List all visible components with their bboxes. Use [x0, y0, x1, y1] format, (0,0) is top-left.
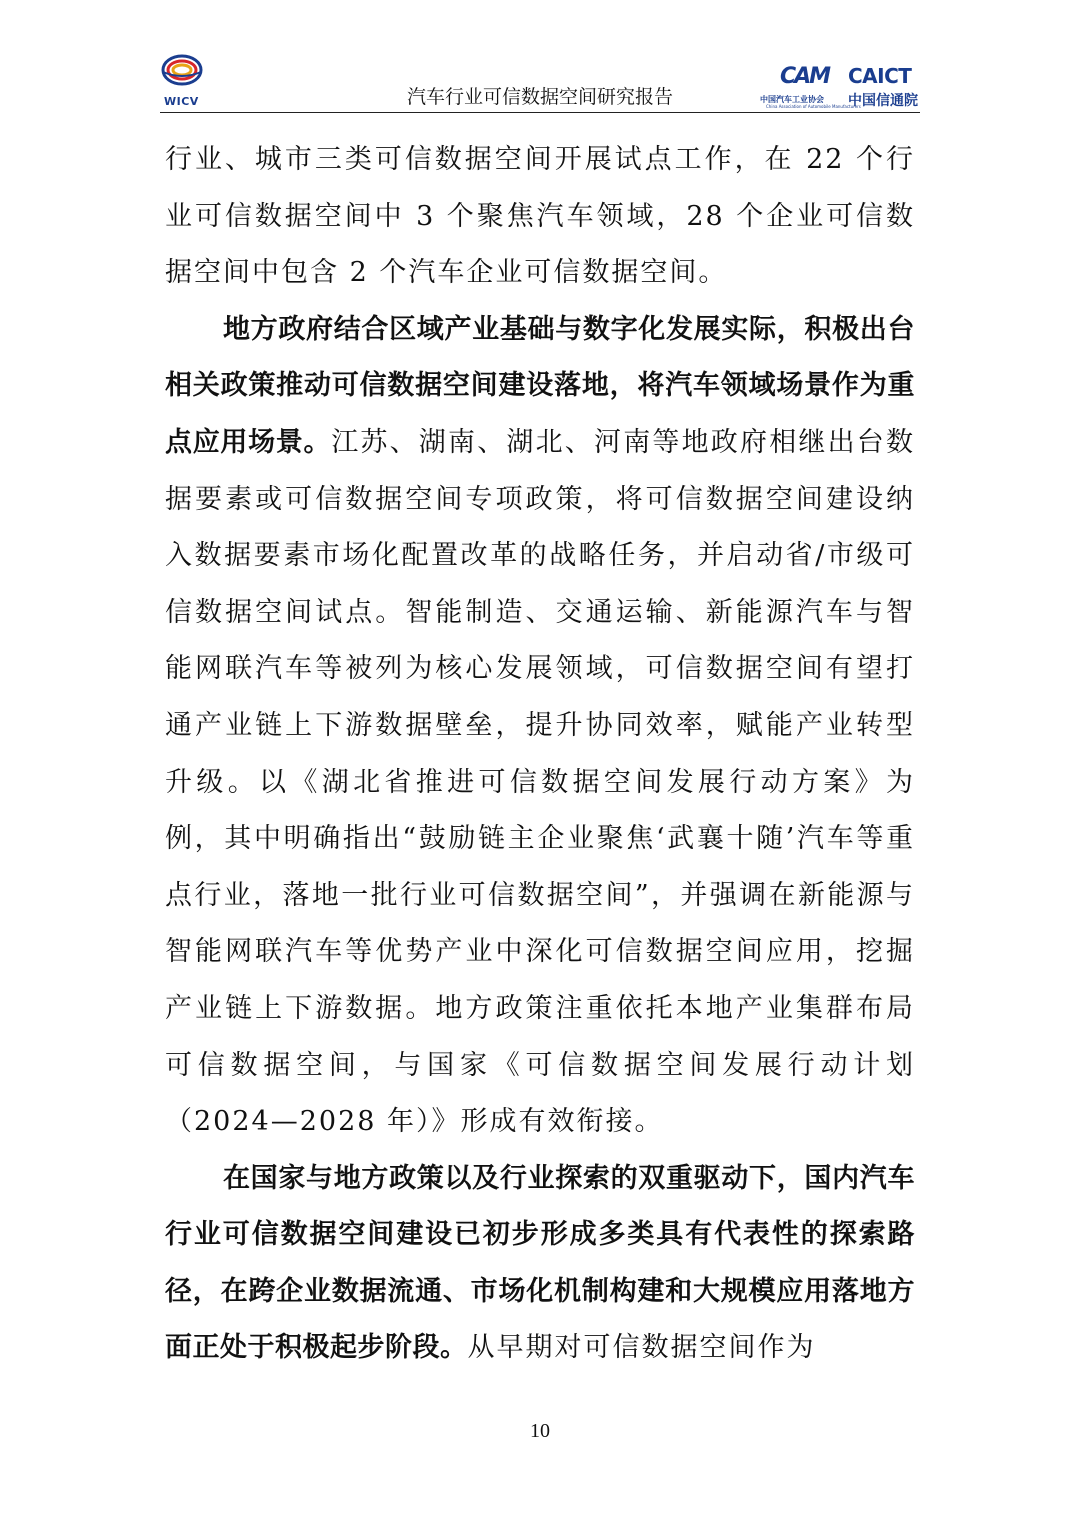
paragraph-3: [165, 1151, 915, 1377]
paragraph-1: [165, 132, 915, 302]
wicv-logo-text: WICV: [164, 95, 199, 108]
caam-logo-en: China Association of Automobile Manufacturers: [766, 104, 861, 109]
paragraph-1-text: 行业、城市三类可信数据空间开展试点工作，在 22 个行业可信数据空间中 3 个聚焦汽车领域，28 个企业可信数据空间中包含 2 个汽车企业可信数据空间。: [165, 144, 915, 289]
paragraph-2-bold: 地方政府结合区域产业基础与数字化发展实际，积极出台相关政策推动可信数据空间建设落地，将汽车领域场景作为重点应用场景。: [165, 313, 915, 458]
caict-logo-mark: CAICT: [848, 64, 912, 88]
caict-logo-cn: 中国信通院: [848, 93, 918, 109]
paragraph-3-text: 从早期对可信数据空间作为: [467, 1332, 816, 1364]
paragraph-2-text: 江苏、湖南、湖北、河南等地政府相继出台数据要素或可信数据空间专项政策，将可信数据空间建设纳入数据要素市场化配置改革的战略任务，并启动省/市级可信数据空间试点。智能制造、交通运输、新能源汽车与智能网联汽车等被列为核心发展领域，可信数据空间有望打通产业链上下游数据壁垒，提升协同效率，赋能产业转型升级。以《湖北省推进可信数据空间发展行动方案》为例，其中明确指出“鼓励链主企业聚焦‘武襄十随’汽车等重点行业，落地一批行业可信数据空间”，并强调在新能源与智能网联汽车等优势产业中深化可信数据空间应用，挖掘产业链上下游数据。地方政策注重依托本地产业集群布局可信数据空间，与国家《可信数据空间发展行动计划（2024—2028 年）》形成有效衔接。: [165, 426, 916, 1138]
paragraph-2: [165, 302, 915, 1151]
paragraph-3-bold: 在国家与地方政策以及行业探索的双重驱动下，国内汽车行业可信数据空间建设已初步形成多类具有代表性的探索路径，在跨企业数据流通、市场化机制构建和大规模应用落地方面正处于积极起步阶段。: [165, 1162, 915, 1364]
document-body: [165, 132, 915, 1377]
caam-logo: [760, 64, 861, 112]
caam-logo-cn: 中国汽车工业协会: [760, 95, 824, 104]
caict-logo: [848, 64, 920, 112]
caam-logo-mark: CAM: [780, 64, 830, 89]
header-title: 汽车行业可信数据空间研究报告: [406, 86, 673, 108]
page-header: [160, 50, 920, 113]
page-number: 10: [530, 1420, 550, 1442]
